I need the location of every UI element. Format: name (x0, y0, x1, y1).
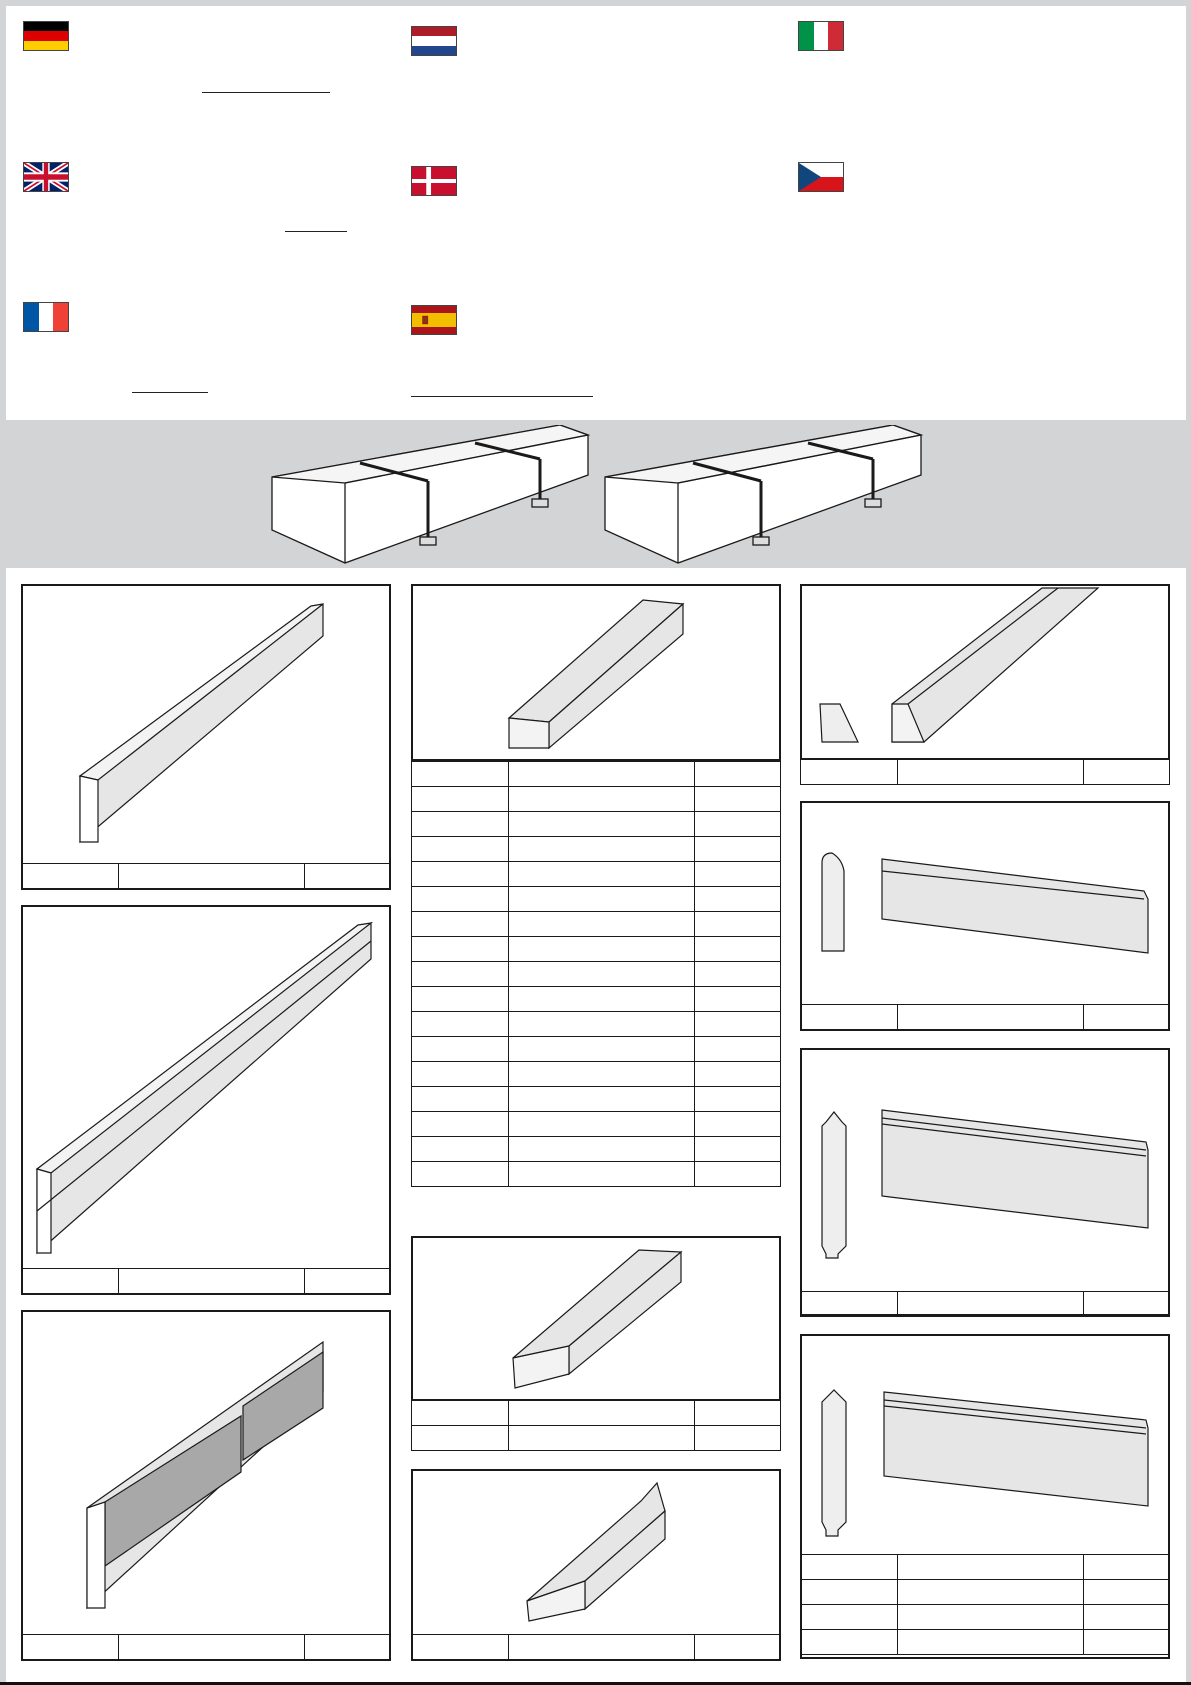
part-sketch-long-board (23, 586, 389, 862)
spanish-flag-icon (411, 305, 457, 335)
part-card (21, 905, 391, 1295)
part-table (411, 761, 781, 1187)
italian-flag-icon (798, 21, 844, 51)
part-card (800, 584, 1170, 760)
text-underline (285, 231, 347, 232)
packages-illustration (260, 425, 940, 565)
part-table (800, 1554, 1170, 1655)
part-card (800, 1048, 1170, 1316)
text-underline (411, 396, 593, 397)
text-underline (202, 92, 330, 93)
part-card (411, 584, 781, 761)
language-panel (6, 6, 1186, 420)
part-sketch-long-board (23, 907, 389, 1267)
part-table (800, 759, 1170, 785)
part-table (21, 1634, 391, 1660)
french-flag-icon (23, 302, 69, 332)
part-sketch-tongue-groove-board (802, 1336, 1168, 1554)
part-sketch-board-joint (23, 1312, 389, 1634)
part-card (800, 801, 1170, 1031)
part-sketch-square-beam (413, 586, 779, 760)
part-card (411, 1469, 781, 1661)
part-sketch-angled-beam (413, 1471, 779, 1635)
part-sketch-profile-board (802, 803, 1168, 1007)
dutch-flag-icon (411, 26, 457, 56)
british-flag-icon (23, 162, 69, 192)
part-sketch-chamfered-strip (802, 586, 1168, 760)
text-underline (132, 392, 208, 393)
part-table (21, 1268, 391, 1294)
part-table (411, 1400, 781, 1451)
part-sketch-angled-beam (413, 1238, 779, 1402)
part-card (21, 584, 391, 890)
part-sketch-tongue-groove-board (802, 1050, 1168, 1292)
part-card (800, 1334, 1170, 1659)
part-table (800, 1004, 1170, 1030)
part-table (21, 863, 391, 889)
german-flag-icon (23, 21, 69, 51)
part-table (800, 1291, 1170, 1317)
part-table (411, 1634, 781, 1660)
part-card (21, 1310, 391, 1661)
part-card (411, 1236, 781, 1401)
czech-flag-icon (798, 162, 844, 192)
danish-flag-icon (411, 166, 457, 196)
